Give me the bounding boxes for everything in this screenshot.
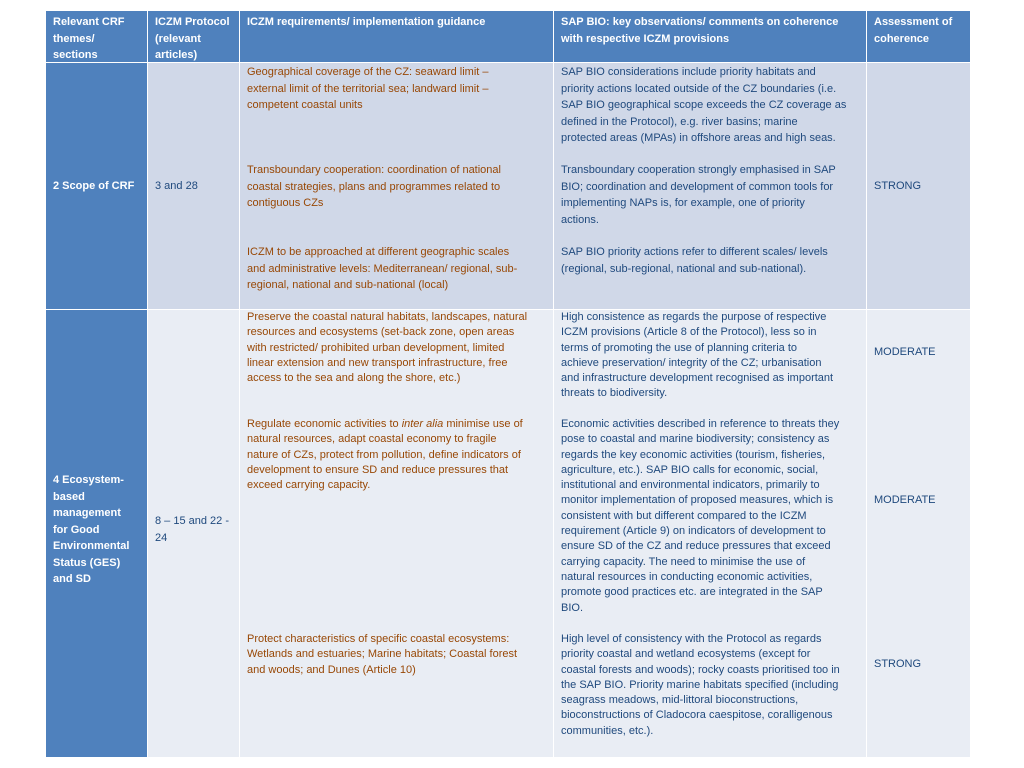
assessment-scope <box>867 63 970 309</box>
comment-transboundary: Transboundary cooperation strongly emphasised in SAP BIO; coordination and development of common tools for implementing NAPs is, for example, one of priority actions. <box>561 164 836 226</box>
assessment-strong-2: STRONG <box>874 658 922 670</box>
articles-label: 8 – 15 and 22 - 24 <box>155 515 230 544</box>
assessment-ecosystem <box>867 310 970 757</box>
requirement-text: natural resources, adapt coastal economy to fragile nature of CZs, protect from pollution, define indicators of development to ensure SD and reduce pressures that exceed carrying capacity. <box>247 433 521 492</box>
requirement-geographical-coverage: Geographical coverage of the CZ: seaward limit – external limit of the territorial sea; landward limit – competent coastal units <box>247 66 489 111</box>
requirement-emphasis: inter alia <box>401 418 444 430</box>
theme-label: 4 Ecosystem- based management for Good Environmental Status (GES) and SD <box>53 474 130 585</box>
requirement-protect-ecosystems: Protect characteristics of specific coastal ecosystems: Wetlands and estuaries; Marine habitats; Coastal forest and woods; and Dunes (Article 10) <box>247 633 518 676</box>
requirement-preserve-habitats: Preserve the coastal natural habitats, landscapes, natural resources and ecosystems (set-back zone, open areas with restricted/ prohibited urban development, limited linear extension and new transport infrastructure, free access to the sea and along the shore, etc.) <box>247 311 528 385</box>
coherence-table <box>46 11 970 757</box>
header-assessment: Assessment of coherence <box>867 11 970 62</box>
theme-scope-of-crf <box>46 63 147 309</box>
requirement-text: minimise use of <box>443 418 523 430</box>
theme-label: 2 Scope of CRF <box>53 180 135 192</box>
assessment-moderate-1: MODERATE <box>874 346 936 358</box>
header-comments: SAP BIO: key observations/ comments on coherence with respective ICZM provisions <box>554 11 866 62</box>
header-requirements: ICZM requirements/ implementation guidance <box>240 11 553 62</box>
comment-coastal-ecosystems: High level of consistency with the Protocol as regards priority coastal and wetland ecosystems (except for coastal forests and woods); rocky coasts prioritised too in the SAP BIO. Priority marine habitats specified (including seagrass meadows, mid-littoral bioconstructions, bioconstructions of Cladocora caespitose, coralligenous communities, etc.). <box>561 633 840 737</box>
requirement-text: Regulate economic activities to <box>247 418 402 430</box>
requirements-scope <box>240 63 553 309</box>
comments-scope <box>554 63 866 309</box>
comment-geographical-scope: SAP BIO considerations include priority habitats and priority actions located outside of the CZ boundaries (i.e. SAP BIO geographical scope exceeds the CZ coverage as defined in the Protocol), e.g. river basins; marine protected areas (MPAs) in offshore areas and high seas. <box>561 66 847 144</box>
comments-ecosystem <box>554 310 866 757</box>
articles-ecosystem <box>148 310 239 757</box>
comment-scales: SAP BIO priority actions refer to different scales/ levels (regional, sub-regional, national and sub-national). <box>561 246 828 275</box>
comment-economic-activities: Economic activities described in reference to threats they pose to coastal and marine biodiversity; consistency as regards the key economic activities (tourism, fisheries, agriculture, etc.). SAP BIO calls for economic, social, institutional and environmental indicators, primarily to monitor implementation of proposed measures, which is consistent with but different compared to the ICZM requirement (Article 9) on indicators of development to ensure SD of the CZ and reduce pressures that exceed carrying capacity. The need to minimise the use of natural resources in conducting economic activities, promote good practices etc. are integrated in the SAP BIO. <box>561 418 840 614</box>
requirement-regulate-economic <box>247 417 547 493</box>
requirement-transboundary: Transboundary cooperation: coordination of national coastal strategies, plans and programmes related to contiguous CZs <box>247 164 501 209</box>
requirements-ecosystem <box>240 310 553 757</box>
comment-preserve-habitats: High consistence as regards the purpose of respective ICZM provisions (Article 8 of the Protocol), less so in terms of promoting the use of planning criteria to achieve preservation/ integrity of the CZ; urbanisation and infrastructure development recognised as important threats to biodiversity. <box>561 311 834 400</box>
header-themes: Relevant CRF themes/ sections <box>46 11 147 62</box>
header-articles: ICZM Protocol (relevant articles) <box>148 11 239 62</box>
assessment-moderate-2: MODERATE <box>874 494 936 506</box>
articles-label: 3 and 28 <box>155 180 198 192</box>
assessment-strong: STRONG <box>874 180 922 192</box>
articles-scope <box>148 63 239 309</box>
theme-ecosystem-based-management <box>46 310 147 757</box>
requirement-geographic-scales: ICZM to be approached at different geographic scales and administrative levels: Mediterranean/ regional, sub- regional, national and sub-national (local) <box>247 246 518 291</box>
